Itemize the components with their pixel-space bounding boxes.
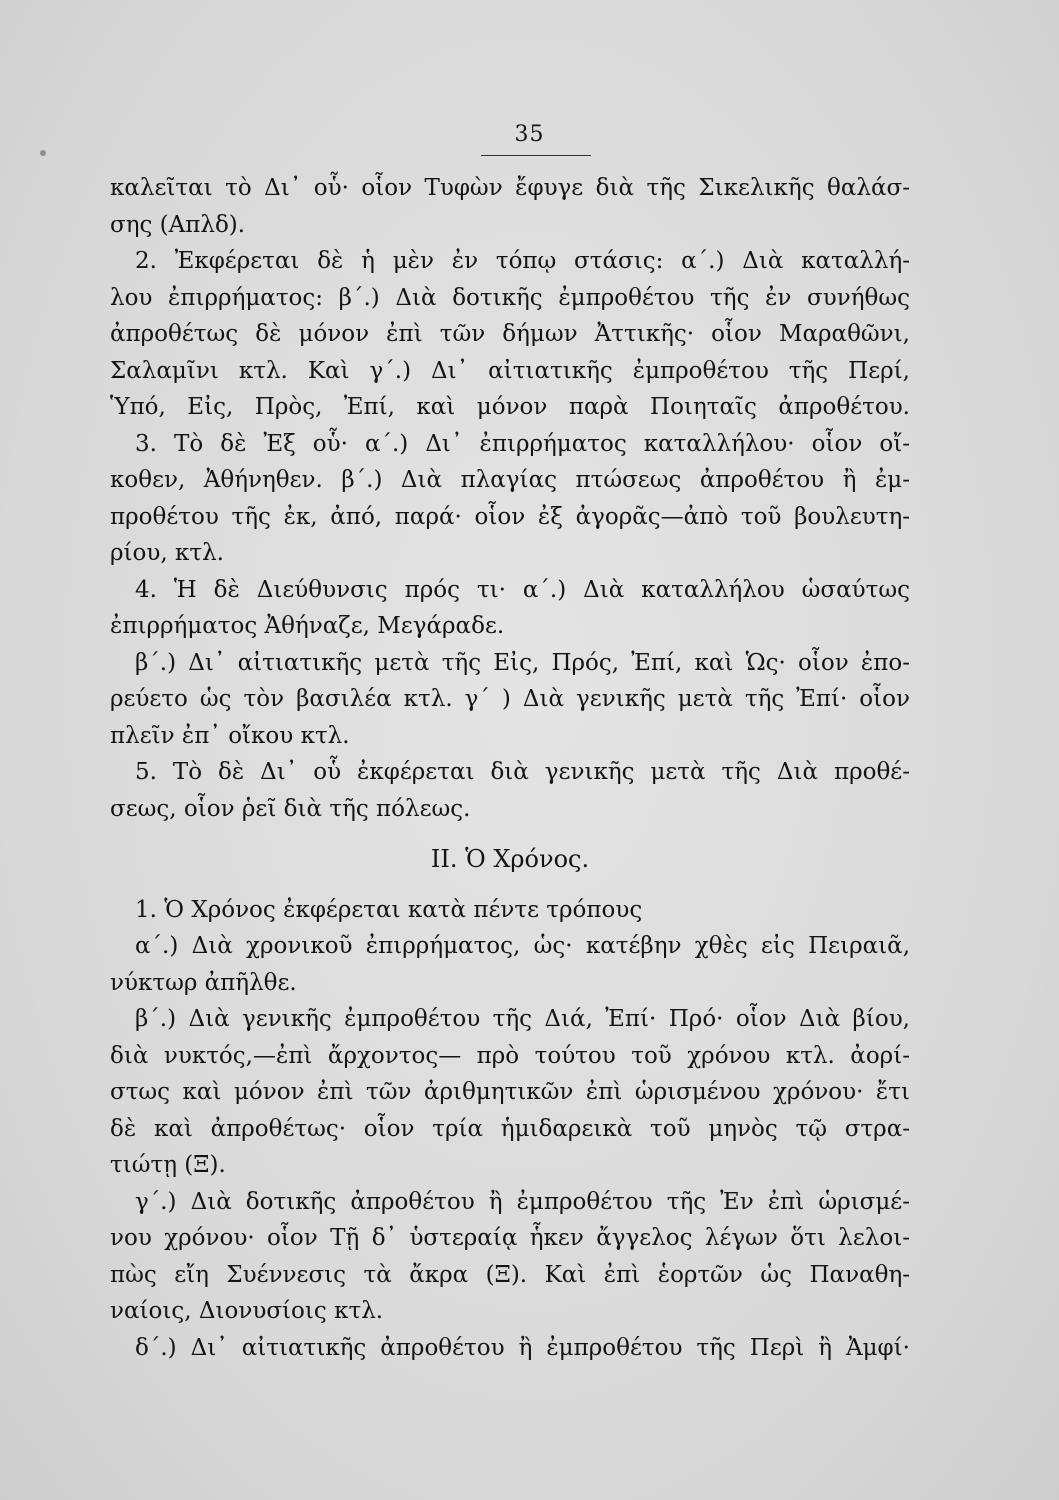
text-line: διὰ νυκτός,—ἐπὶ ἄρχοντος— πρὸ τούτου τοῦ χρόνου κτλ. ἀορί- — [110, 1042, 910, 1069]
text-line: 2. Ἐκφέρεται δὲ ἡ μὲν ἐν τόπῳ στάσις: α΄.) Διὰ καταλλή- — [135, 248, 910, 274]
text-line: δ΄.) Δι᾿ αἰτιατικῆς ἀπροθέτου ἢ ἐμπροθέτου τῆς Περὶ ἢ Ἀμφί· — [135, 1334, 910, 1361]
text-line: β΄.) Δι᾿ αἰτιατικῆς μετὰ τῆς Εἰς, Πρός, Ἐπί, καὶ Ὡς· οἷον ἐπο- — [135, 649, 910, 676]
text-line: τιώτῃ (Ξ). — [110, 1152, 226, 1178]
ink-spot — [40, 150, 46, 156]
text-line: β΄.) Διὰ γενικῆς ἐμπροθέτου τῆς Διά, Ἐπί· Πρό· οἷον Διὰ βίου, — [135, 1006, 910, 1032]
text-line: πὼς εἴη Συέννεσις τὰ ἄκρα (Ξ). Καὶ ἐπὶ ἑορτῶν ὡς Παναθη- — [110, 1261, 910, 1288]
spacer — [110, 878, 910, 892]
text-line: ρίου, κτλ. — [110, 540, 224, 566]
spacer — [110, 827, 910, 841]
text-line: σης (Απλδ). — [110, 211, 246, 238]
text-line: 3. Τὸ δὲ Ἐξ οὗ· α΄.) Δι᾿ ἐπιρρήματος καταλλήλου· οἷον οἴ- — [135, 430, 910, 457]
text-line: λου ἐπιρρήματος: β΄.) Διὰ δοτικῆς ἐμπροθέτου τῆς ἐν συνήθως — [110, 284, 910, 311]
text-line: ἐπιρρήματος Ἀθήναζε, Μεγάραδε. — [110, 613, 505, 639]
text-line: προθέτου τῆς ἐκ, ἀπό, παρά· οἷον ἐξ ἀγορᾶς—ἀπὸ τοῦ βουλευτη- — [110, 503, 910, 530]
text-line: Σαλαμῖνι κτλ. Καὶ γ΄.) Δι᾿ αἰτιατικῆς ἐμπροθέτου τῆς Περί, — [110, 357, 910, 384]
text-line: καλεῖται τὸ Δι᾿ οὗ· οἷον Τυφὼν ἔφυγε διὰ τῆς Σικελικῆς θαλάσ- — [110, 175, 910, 201]
text-line: 1. Ὁ Χρόνος ἐκφέρεται κατὰ πέντε τρόπους — [135, 896, 643, 923]
text-line: στως καὶ μόνον ἐπὶ τῶν ἀριθμητικῶν ἐπὶ ὡρισμένου χρόνου· ἔτι — [110, 1079, 910, 1105]
page-number-rule — [481, 155, 591, 156]
body-text — [110, 170, 910, 1366]
text-line: νου χρόνου· οἷον Τῇ δ᾿ ὑστεραίᾳ ἧκεν ἄγγελος λέγων ὅτι λελοι- — [110, 1225, 910, 1251]
text-line: 4. Ἡ δὲ Διεύθυνσις πρός τι· α΄.) Διὰ καταλλήλου ὡσαύτως — [135, 576, 910, 603]
text-line: α΄.) Διὰ χρονικοῦ ἐπιρρήματος, ὡς· κατέβην χθὲς εἰς Πειραιᾶ, — [135, 933, 910, 959]
text-line: δὲ καὶ ἀπροθέτως· οἷον τρία ἡμιδαρεικὰ τοῦ μηνὸς τῷ στρα- — [110, 1115, 910, 1142]
text-line: ναίοις, Διονυσίοις κτλ. — [110, 1298, 384, 1324]
text-line: κοθεν, Ἀθήνηθεν. β΄.) Διὰ πλαγίας πτώσεως ἀπροθέτου ἢ ἐμ- — [110, 467, 910, 493]
text-line: ἀπροθέτως δὲ μόνον ἐπὶ τῶν δήμων Ἀττικῆς· οἷον Μαραθῶνι, — [110, 321, 910, 347]
text-line: Ὑπό, Εἰς, Πρὸς, Ἐπί, καὶ μόνον παρὰ Ποιηταῖς ἀπροθέτου. — [110, 394, 910, 420]
text-line: νύκτωρ ἀπῆλθε. — [110, 969, 297, 996]
text-line: γ΄.) Διὰ δοτικῆς ἀπροθέτου ἢ ἐμπροθέτου τῆς Ἐν ἐπὶ ὡρισμέ- — [135, 1188, 910, 1215]
text-line: πλεῖν ἐπ᾿ οἴκου κτλ. — [110, 722, 350, 749]
text-line: 5. Τὸ δὲ Δι᾿ οὗ ἐκφέρεται διὰ γενικῆς μετὰ τῆς Διὰ προθέ- — [135, 759, 910, 785]
text-line: ρεύετο ὡς τὸν βασιλέα κτλ. γ΄ ) Διὰ γενικῆς μετὰ τῆς Ἐπί· οἷον — [110, 686, 910, 712]
page-number: 35 — [514, 122, 545, 147]
text-line: σεως, οἷον ῥεῖ διὰ τῆς πόλεως. — [110, 795, 471, 822]
section-heading: II. Ὁ Χρόνος. — [430, 845, 590, 873]
